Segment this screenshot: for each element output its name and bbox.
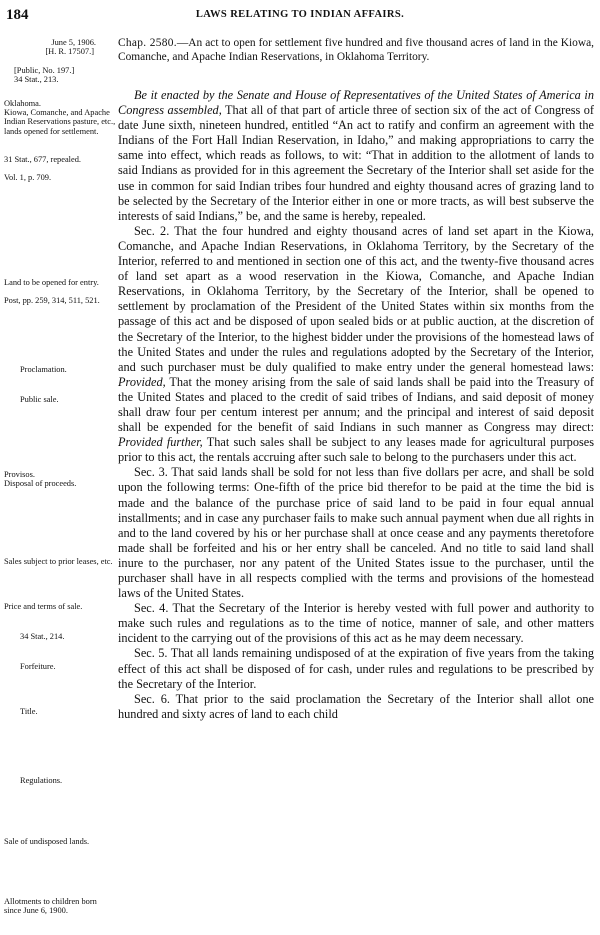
- margin-note-undisposed-lands: Sale of undisposed lands.: [4, 837, 90, 846]
- margin-note-post-refs: Post, pp. 259, 314, 511, 521.: [4, 296, 100, 305]
- margin-note-regulations: Regulations.: [20, 776, 63, 785]
- margin-note-provisos: Provisos.: [4, 470, 35, 479]
- margin-note-title: Title.: [20, 707, 38, 716]
- chapter-label: Chap. 2580.: [118, 37, 177, 49]
- proviso-further-label: Provided further,: [118, 435, 203, 450]
- page-number: 184: [6, 7, 29, 23]
- margin-note-oklahoma: Oklahoma.: [4, 99, 41, 108]
- section-4: Sec. 4. That the Secretary of the Interior is hereby vested with full power and authority to make such rules and regulations as to the time of notice, manner of sale, and other matters incident to the carrying out of the provisions of this act as he may deem necessary.: [118, 601, 594, 646]
- chapter-title: —An act to open for settlement five hundred and five thousand acres of land in the Kiowa, Comanche, and Apache Indian Reservations, in Oklahoma Territory.: [118, 37, 594, 63]
- margin-note-proclamation: Proclamation.: [20, 365, 67, 374]
- enacting-italic: Be it enacted by the Senate and House of Representatives of the United States of America in Congress assembled,: [118, 88, 594, 118]
- margin-note-prior-leases: Sales subject to prior leases, etc.: [4, 557, 113, 566]
- section-2-text-b: That the money arising from the sale of said lands shall be paid into the Treasury of the United States and placed to the credit of said tribes of Indians, and said deposit of money shall draw four per centum interest per annum; and the principal and interest of said deposit shall be expended for the benefit of said Indians in such manner as Congress may direct:: [118, 374, 594, 435]
- margin-note-price-terms: Price and terms of sale.: [4, 602, 83, 611]
- margin-date: June 5, 1906.: [51, 38, 96, 47]
- margin-note-volume: Vol. 1, p. 709.: [4, 173, 52, 182]
- section-2-text-a: Sec. 2. That the four hundred and eighty thousand acres of land set apart in the Kiowa, Comanche, and Apache Indian Reservations, in Oklahoma Territory, by the Secretary of the Interior, referred to and mentioned in section one of this act, and the twenty-five thousand acres of land set apart as a wood reservation in the Kiowa, Comanche, and Apache Indian Reservations, in Oklahoma Territory, by the Secretary of the Interior, shall be opened to settlement by proclamation of the President of the United States within six months from the passage of this act and be disposed of upon sealed bids or at public auction, at the discretion of the Secretary of the Interior, to the highest bidder under the provisions of the homestead laws of the United States and under the rules and regulations adopted by the Secretary of the Interior, and such purchaser must be duly qualified to make entry under the general homestead laws:: [118, 223, 594, 374]
- chapter-heading: [118, 37, 594, 64]
- margin-stat-ref: 34 Stat., 213.: [14, 75, 59, 84]
- enacting-clause: [118, 88, 594, 224]
- margin-note-stat-214: 34 Stat., 214.: [20, 632, 65, 641]
- margin-hr-number: [H. R. 17507.]: [45, 47, 94, 56]
- margin-note-reservations: Kiowa, Comanche, and Apache Indian Reservations pasture, etc., lands opened for settlement.: [4, 108, 116, 136]
- running-head: LAWS RELATING TO INDIAN AFFAIRS.: [195, 9, 405, 20]
- section-3: Sec. 3. That said lands shall be sold for not less than five dollars per acre, and shall be sold upon the following terms: One-fifth of the price bid therefor to be paid at the time the bid is made and the balance of the purchase price of said land to be paid in four equal annual installments; and in case any purchaser fails to make such annual payment when due all rights in and to the land covered by his or her purchase shall at once cease and any payments theretofore made shall be forfeited and his or her entry shall be canceled. And no title to said land shall inure to the purchaser, nor any patent of the United States issue to the purchaser, until the purchaser shall have in all respects complied with the terms and provisions of the homestead laws of the United States.: [118, 465, 594, 601]
- section-1-text: That all of that part of article three of section six of the act of Congress of date June sixth, nineteen hundred, entitled “An act to ratify and confirm an agreement with the Indians of the Fort Hall Indian Reservation, in Idaho,” and making appropriations to carry the same into effect, which reads as follows, to wit: “That in addition to the allotment of lands to said Indians as provided for in this agreement the Secretary of the Interior shall set aside for the use in common for said Indian tribes four hundred and eighty thousand acres of grazing land to be selected by the Secretary of the Interior either in one or more tracts, as will best subserve the interests of said Indians,” be, and the same is hereby, repealed.: [118, 103, 594, 223]
- margin-note-repealed: 31 Stat., 677, repealed.: [4, 155, 81, 164]
- section-2: [118, 224, 594, 466]
- page-header: [6, 6, 594, 24]
- margin-note-public-sale: Public sale.: [20, 395, 59, 404]
- statute-body: [118, 88, 594, 722]
- margin-note-disposal-proceeds: Disposal of proceeds.: [4, 479, 77, 488]
- margin-note-land-opened: Land to be opened for entry.: [4, 278, 99, 287]
- margin-note-forfeiture: Forfeiture.: [20, 662, 56, 671]
- section-2-text-c: That such sales shall be subject to any leases made for agricultural purposes prior to this act, the rentals accruing after such sale to belong to the purchasers under this act.: [118, 435, 594, 465]
- section-5: Sec. 5. That all lands remaining undisposed of at the expiration of five years from the taking effect of this act shall be disposed of for cash, under rules and regulations to be prescribed by the Secretary of the Interior.: [118, 646, 594, 691]
- margin-public-law: [Public, No. 197.]: [14, 66, 75, 75]
- section-6: Sec. 6. That prior to the said proclamation the Secretary of the Interior shall allot one hundred and sixty acres of land to each child: [118, 691, 594, 721]
- margin-note-allotments: Allotments to children born since June 6, 1900.: [4, 897, 97, 916]
- proviso-label: Provided,: [118, 374, 166, 389]
